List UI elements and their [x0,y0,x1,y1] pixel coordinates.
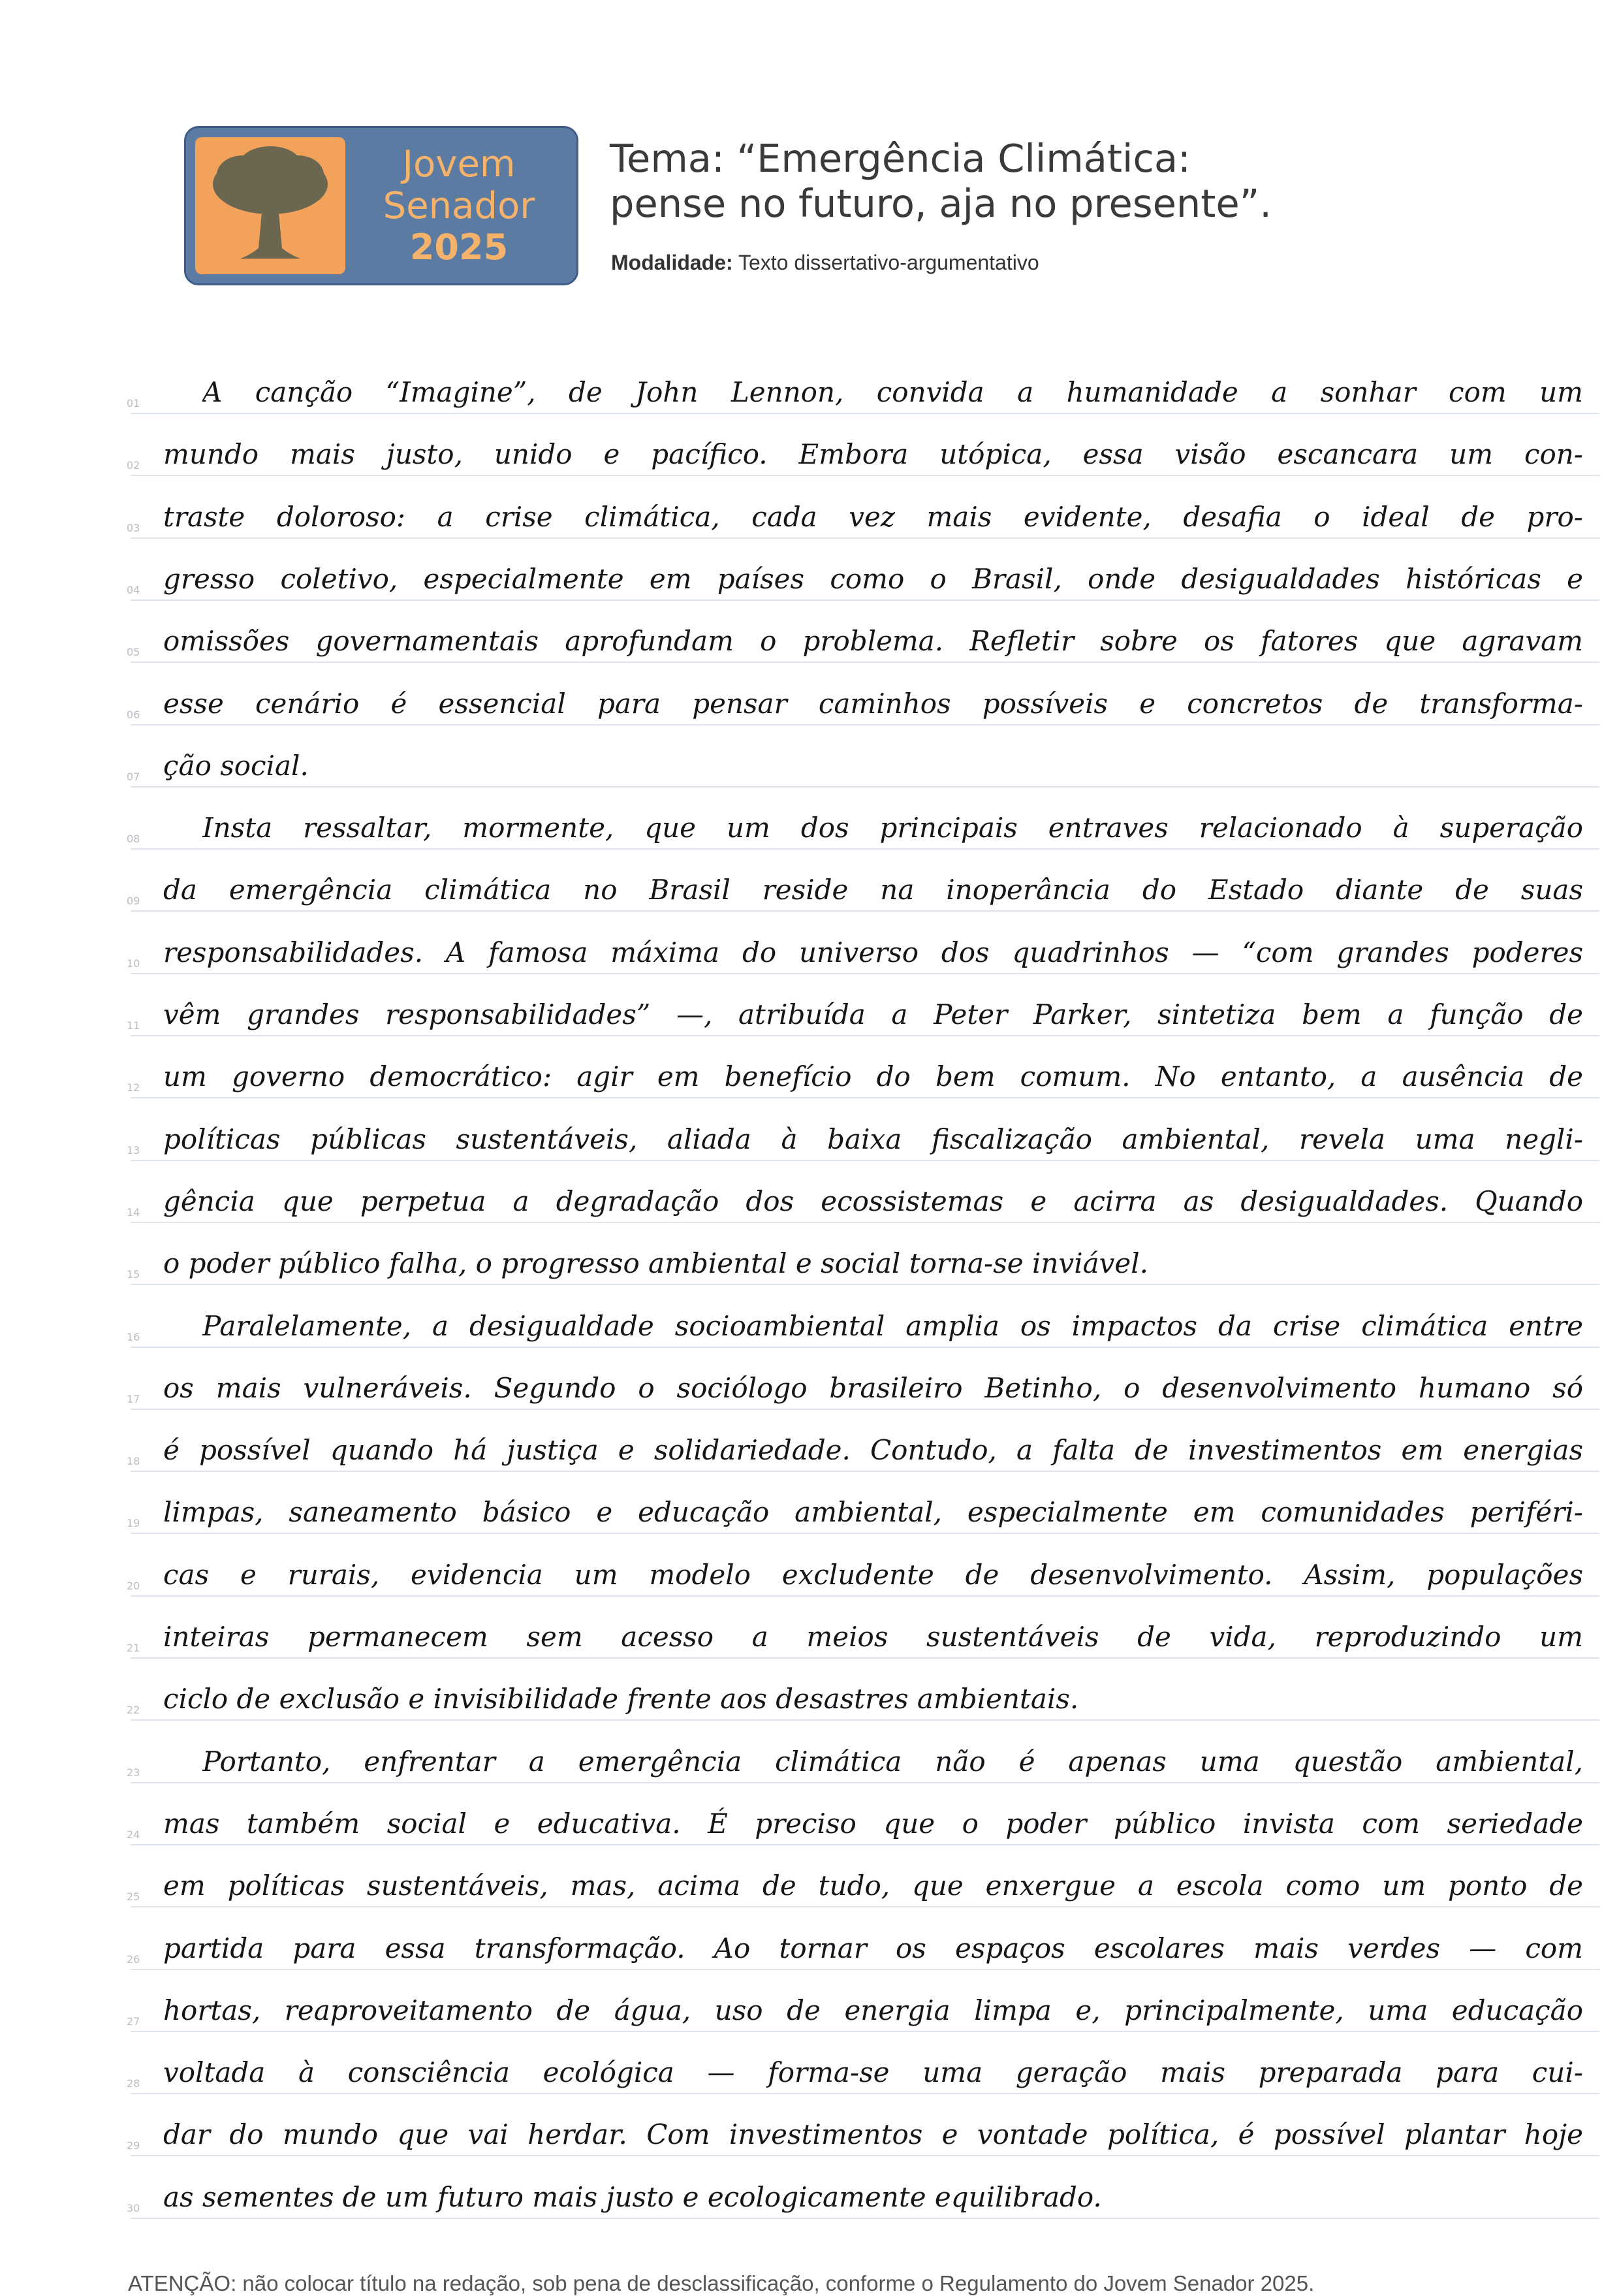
ruled-line [131,848,1599,850]
essay-line: ção social. [163,750,309,782]
line-number: 05 [127,646,140,658]
line-number: 24 [127,1828,140,1841]
line-number: 16 [127,1331,140,1343]
essay-line: é possível quando há justiça e solidariedade. Contudo, a falta de investimentos em energias [163,1434,1583,1466]
ruled-line [131,1906,1599,1907]
line-number: 29 [127,2139,140,2152]
ruled-line [131,1409,1599,1410]
ruled-line [131,2218,1599,2219]
essay-line: gresso coletivo, especialmente em países como o Brasil, onde desigualdades históricas e [163,563,1583,595]
line-number: 04 [127,584,140,596]
essay-line: um governo democrático: agir em benefício do bem comum. No entanto, a ausência de [163,1060,1583,1092]
line-number: 03 [127,522,140,534]
line-number: 13 [127,1144,140,1156]
essay-line: gência que perpetua a degradação dos ecossistemas e acirra as desigualdades. Quando [163,1185,1583,1217]
atencao-notice: ATENÇÃO: não colocar título na redação, sob pena de desclassificação, conforme o Regulamento do Jovem Senador 2025. [128,2271,1315,2295]
essay-line: Insta ressaltar, mormente, que um dos principais entraves relacionado à superação [202,812,1583,844]
ruled-line [131,1782,1599,1783]
ruled-line [131,2031,1599,2032]
line-number: 21 [127,1642,140,1654]
line-number: 06 [127,709,140,721]
ruled-line [131,1284,1599,1285]
essay-line: voltada à consciência ecológica — forma-se uma geração mais preparada para cui- [163,2056,1583,2088]
line-number: 20 [127,1580,140,1592]
line-number: 01 [127,397,140,409]
ruled-line [131,1969,1599,1970]
jovem-senador-logo [184,126,578,285]
ruled-line [131,2093,1599,2094]
line-number: 26 [127,1953,140,1966]
modalidade [611,251,1039,275]
line-number: 07 [127,771,140,783]
line-number: 12 [127,1081,140,1094]
line-number: 19 [127,1517,140,1529]
line-number: 08 [127,833,140,845]
ruled-line [131,1657,1599,1659]
ruled-line [131,1719,1599,1721]
line-number: 30 [127,2202,140,2214]
essay-line: responsabilidades. A famosa máxima do universo dos quadrinhos — “com grandes poderes [163,936,1583,968]
essay-line: traste doloroso: a crise climática, cada vez mais evidente, desafia o ideal de pro- [163,501,1583,533]
ruled-line [131,1097,1599,1098]
line-number: 15 [127,1268,140,1281]
logo-year: 2025 [409,227,509,268]
ruled-line [131,413,1599,414]
essay-line: A canção “Imagine”, de John Lennon, convida a humanidade a sonhar com um [202,376,1583,408]
ruled-line [131,1533,1599,1534]
modalidade-value: Texto dissertativo-argumentativo [738,251,1039,274]
ruled-line [131,599,1599,601]
ruled-line [131,910,1599,912]
essay-line: Portanto, enfrentar a emergência climática não é apenas uma questão ambiental, [202,1746,1583,1778]
tema-title [610,136,1524,226]
essay-line: Paralelamente, a desigualdade socioambiental amplia os impactos da crise climática entre [202,1310,1583,1342]
ruled-line [131,724,1599,725]
ruled-line [131,1471,1599,1472]
logo-line-2: Senador [383,185,535,228]
line-number: 25 [127,1890,140,1903]
ruled-line [131,1844,1599,1845]
essay-line: partida para essa transformação. Ao tornar os espaços escolares mais verdes — com [163,1932,1583,1964]
modalidade-label: Modalidade: [611,251,733,274]
essay-line: dar do mundo que vai herdar. Com investimentos e vontade política, é possível plantar hoje [163,2118,1583,2150]
line-number: 10 [127,957,140,970]
ruled-line [131,1035,1599,1036]
line-number: 27 [127,2015,140,2028]
ruled-line [131,1222,1599,1223]
essay-line: políticas públicas sustentáveis, aliada à baixa fiscalização ambiental, revela uma negli- [163,1123,1583,1155]
line-number: 22 [127,1704,140,1716]
ruled-line [131,786,1599,788]
tema-line-1: Tema: “Emergência Climática: [610,136,1191,181]
essay-line: limpas, saneamento básico e educação ambiental, especialmente em comunidades periféri- [163,1496,1583,1528]
essay-line: cas e rurais, evidencia um modelo excludente de desenvolvimento. Assim, populações [163,1559,1583,1591]
ruled-line [131,1160,1599,1161]
line-number: 18 [127,1455,140,1467]
line-number: 02 [127,459,140,471]
essay-line: omissões governamentais aprofundam o problema. Refletir sobre os fatores que agravam [163,625,1583,657]
ruled-line [131,1595,1599,1597]
essay-line: inteiras permanecem sem acesso a meios sustentáveis de vida, reproduzindo um [163,1621,1583,1653]
ruled-line [131,973,1599,974]
line-number: 11 [127,1019,140,1032]
essay-line: mas também social e educativa. É preciso que o poder público invista com seriedade [163,1808,1583,1840]
essay-line: os mais vulneráveis. Segundo o sociólogo brasileiro Betinho, o desenvolvimento humano só [163,1372,1583,1404]
essay-line: esse cenário é essencial para pensar caminhos possíveis e concretos de transforma- [163,688,1583,720]
essay-line: o poder público falha, o progresso ambiental e social torna-se inviável. [163,1247,1149,1279]
essay-line: as sementes de um futuro mais justo e ecologicamente equilibrado. [163,2181,1102,2213]
ruled-line [131,2155,1599,2156]
tema-line-2: pense no futuro, aja no presente”. [610,181,1272,227]
line-number: 17 [127,1393,140,1405]
essay-line: da emergência climática no Brasil reside na inoperância do Estado diante de suas [163,874,1583,906]
essay-line: hortas, reaproveitamento de água, uso de energia limpa e, principalmente, uma educação [163,1994,1583,2026]
logo-line-1: Jovem [402,143,516,186]
ruled-line [131,537,1599,539]
line-number: 23 [127,1766,140,1779]
ruled-line [131,662,1599,663]
ruled-line [131,475,1599,476]
essay-line: em políticas sustentáveis, mas, acima de tudo, que enxergue a escola como um ponto de [163,1870,1583,1902]
essay-line: vêm grandes responsabilidades” —, atribuída a Peter Parker, sintetiza bem a função de [163,998,1583,1030]
ruled-line [131,1347,1599,1348]
line-number: 28 [127,2077,140,2090]
tree-icon [195,137,345,274]
logo-text [345,144,567,267]
line-number: 14 [127,1206,140,1219]
line-number: 09 [127,895,140,907]
essay-line: mundo mais justo, unido e pacífico. Embora utópica, essa visão escancara um con- [163,438,1583,470]
essay-line: ciclo de exclusão e invisibilidade frente aos desastres ambientais. [163,1683,1079,1715]
